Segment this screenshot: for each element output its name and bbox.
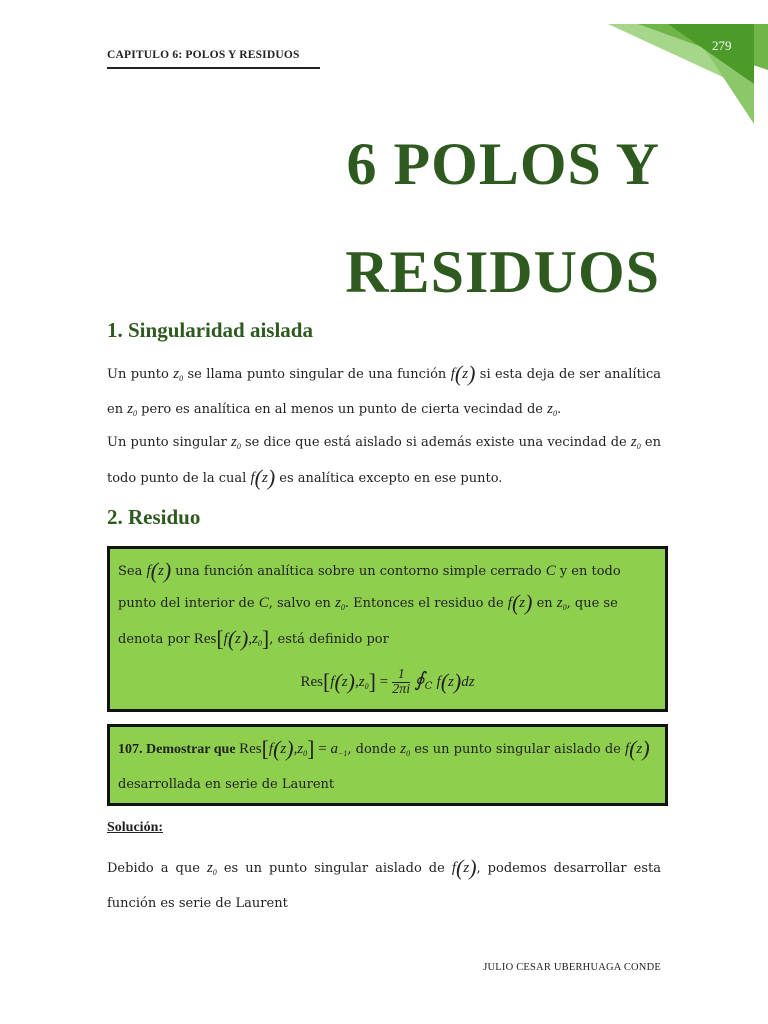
author-footer: JULIO CESAR UBERHUAGA CONDE xyxy=(483,962,661,973)
fraction: $\frac{1}{2\pi i}$ xyxy=(392,667,411,697)
residue-formula: $Res[f(z),z_0]$ = $\frac{1}{2\pi i}$ $∮_C$ f(z)dz xyxy=(300,667,475,697)
chapter-title-line1: 6 POLOS Y xyxy=(346,131,660,197)
paragraph-isolated-point: Un punto singular $z_0$ se dice que está aislado si además existe una vecindad de $z_0$ en todo punto de la cual f(z) es analítica excepto en ese punto. xyxy=(107,434,662,490)
section-heading-residuo: 2. Residuo xyxy=(107,505,201,529)
solution-label: Solución: xyxy=(107,820,164,835)
section-heading-singularidad: 1. Singularidad aislada xyxy=(107,318,313,342)
chapter-title-line2: RESIDUOS xyxy=(345,239,660,305)
running-header-rule xyxy=(107,67,320,69)
chapter-title xyxy=(140,110,660,326)
page-number: 279 xyxy=(712,38,732,53)
definition-box xyxy=(107,546,668,712)
problem-label: 107. Demostrar que xyxy=(118,742,240,757)
running-header: CAPITULO 6: POLOS Y RESIDUOS xyxy=(107,49,300,61)
problem-box: 107. Demostrar que $Res[f(z),z_0] = a_{-1}$, donde $z_0$ es un punto singular aislado de f(z) desarrollada en serie de Laurent xyxy=(107,724,668,806)
paragraph-solution: Debido a que $z_0$ es un punto singular aislado de f(z), podemos desarrollar esta función es serie de Laurent xyxy=(107,855,662,911)
paragraph-singular-point: Un punto $z_0$ se llama punto singular de una función f(z) si esta deja de ser analítica en $z_0$ pero es analítica en al menos un punto de cierta vecindad de $z_0$. xyxy=(107,361,661,418)
definition-text: Sea f(z) una función analítica sobre un contorno simple cerrado C y en todo punto del interior de C, salvo en $z_0$. Entonces el residuo de f(z) en $z_0$, que se denota por $Res[f(z),z_0]$, está definido por xyxy=(118,558,621,651)
